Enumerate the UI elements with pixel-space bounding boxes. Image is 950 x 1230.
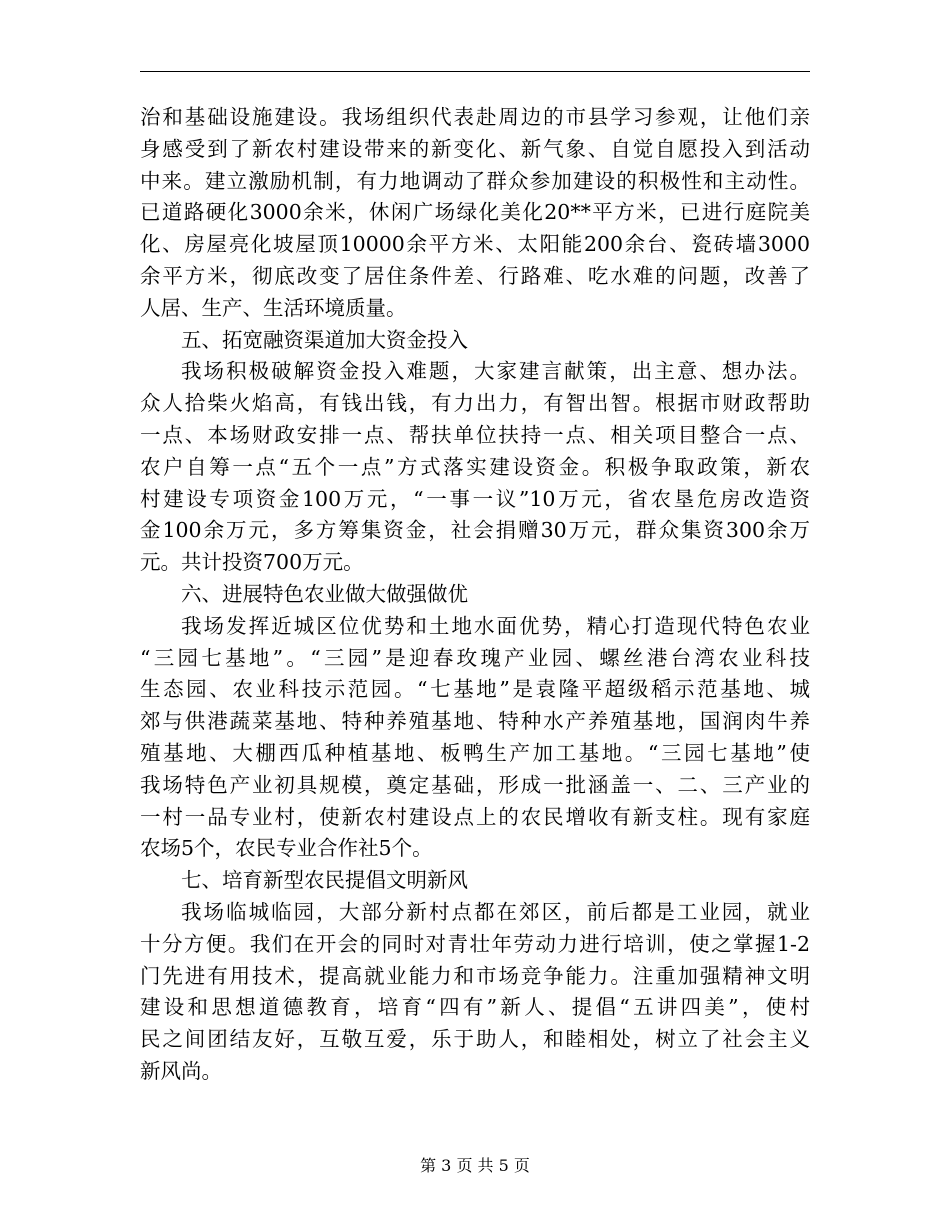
text-line: 生态园、农业科技示范园。“七基地”是袁隆平超级稻示范基地、城 xyxy=(140,677,810,702)
header-rule xyxy=(140,71,810,72)
text-line: 建设和思想道德教育，培育“四有”新人、提倡“五讲四美”，使村 xyxy=(140,995,810,1020)
text-line: 元。共计投资700万元。 xyxy=(140,550,364,575)
text-line: 村建设专项资金100万元，“一事一议”10万元，省农垦危房改造资 xyxy=(140,486,810,511)
text-line: 已道路硬化3000余米，休闲广场绿化美化20**平方米，已进行庭院美 xyxy=(140,200,810,225)
page-footer: 第 3 页 共 5 页 xyxy=(420,1156,530,1175)
text-line: 门先进有用技术，提高就业能力和市场竞争能力。注重加强精神文明 xyxy=(140,963,810,988)
text-line: 我场临城临园，大部分新村点都在郊区，前后都是工业园，就业 xyxy=(181,899,810,924)
body-text xyxy=(140,102,810,1088)
section-heading: 六、进展特色农业做大做强做优 xyxy=(181,581,468,606)
text-line: 治和基础设施建设。我场组织代表赴周边的市县学习参观，让他们亲 xyxy=(140,105,810,129)
text-line: 中来。建立激励机制，有力地调动了群众参加建设的积极性和主动性。 xyxy=(140,168,810,193)
text-line: 我场特色产业初具规模，奠定基础，形成一批涵盖一、二、三产业的 xyxy=(140,772,810,797)
text-line: 我场发挥近城区位优势和土地水面优势，精心打造现代特色农业 xyxy=(181,613,810,638)
text-line: 金100余万元，多方筹集资金，社会捐赠30万元，群众集资300余万 xyxy=(140,518,810,543)
text-line: 民之间团结友好，互敬互爱，乐于助人，和睦相处，树立了社会主义 xyxy=(140,1027,810,1052)
text-line: 新风尚。 xyxy=(140,1058,222,1083)
text-line: 农户自筹一点“五个一点”方式落实建设资金。积极争取政策，新农 xyxy=(140,454,810,479)
text-line: 我场积极破解资金投入难题，大家建言献策，出主意、想办法。 xyxy=(181,359,810,384)
text-line: 农场5个，农民专业合作社5个。 xyxy=(140,836,433,861)
text-line: 一村一品专业村，使新农村建设点上的农民增收有新支柱。现有家庭 xyxy=(140,804,810,829)
text-line: 殖基地、大棚西瓜种植基地、板鸭生产加工基地。“三园七基地”使 xyxy=(140,740,810,765)
text-line: 人居、生产、生活环境质量。 xyxy=(140,295,407,320)
text-line: 十分方便。我们在开会的同时对青壮年劳动力进行培训，使之掌握1-2 xyxy=(140,931,810,956)
text-line: 郊与供港蔬菜基地、特种养殖基地、特种水产养殖基地，国润肉牛养 xyxy=(140,709,810,734)
section-heading: 五、拓宽融资渠道加大资金投入 xyxy=(181,327,468,352)
section-heading: 七、培育新型农民提倡文明新风 xyxy=(181,868,468,893)
text-line: 身感受到了新农村建设带来的新变化、新气象、自觉自愿投入到活动 xyxy=(140,136,810,161)
text-line: 余平方米，彻底改变了居住条件差、行路难、吃水难的问题，改善了 xyxy=(140,263,810,288)
text-line: 一点、本场财政安排一点、帮扶单位扶持一点、相关项目整合一点、 xyxy=(140,422,810,447)
text-line: “三园七基地”。“三园”是迎春玫瑰产业园、螺丝港台湾农业科技 xyxy=(140,645,810,670)
text-line: 众人拾柴火焰高，有钱出钱，有力出力，有智出智。根据市财政帮助 xyxy=(140,391,810,416)
text-line: 化、房屋亮化坡屋顶10000余平方米、太阳能200余台、瓷砖墙3000 xyxy=(140,232,810,257)
